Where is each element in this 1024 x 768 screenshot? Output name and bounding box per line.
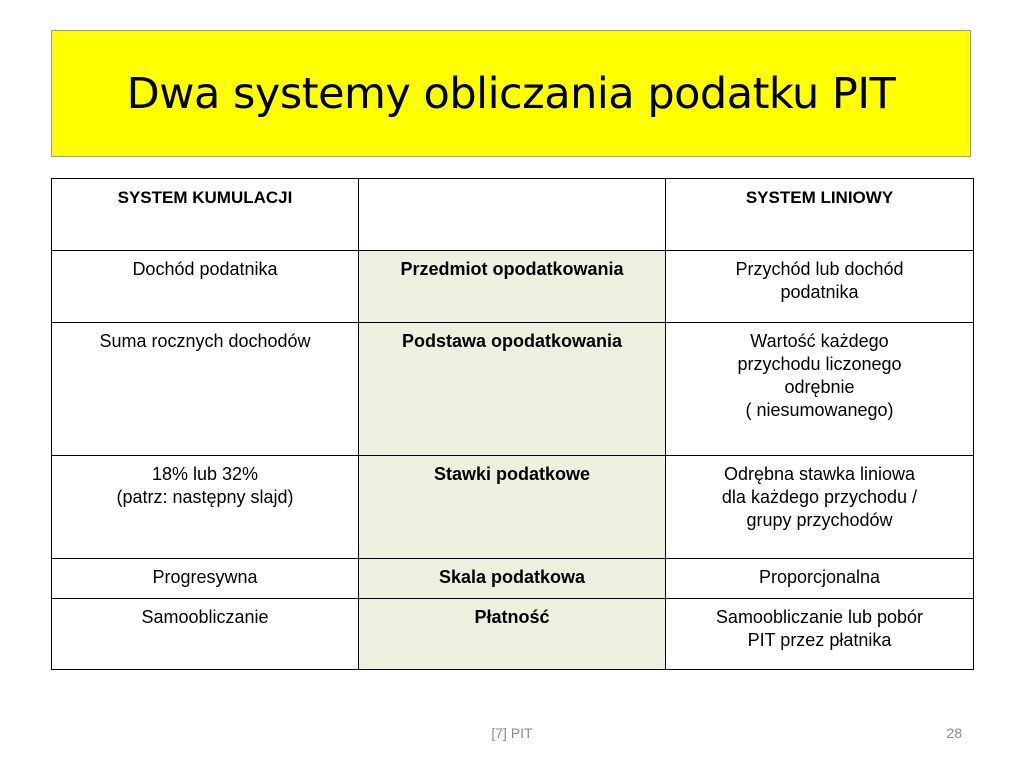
header-system-liniowy: SYSTEM LINIOWY bbox=[666, 179, 974, 251]
cell-right: Proporcjonalna bbox=[666, 559, 974, 599]
cell-left: Dochód podatnika bbox=[52, 251, 359, 323]
cell-right: Samoobliczanie lub pobór PIT przez płatnika bbox=[666, 599, 974, 670]
cell-left: Progresywna bbox=[52, 559, 359, 599]
cell-category: Skala podatkowa bbox=[359, 559, 666, 599]
cell-left: Samoobliczanie bbox=[52, 599, 359, 670]
title-box bbox=[51, 30, 971, 157]
table-row bbox=[52, 599, 974, 670]
cell-category: Płatność bbox=[359, 599, 666, 670]
cell-right: Przychód lub dochód podatnika bbox=[666, 251, 974, 323]
table-row bbox=[52, 559, 974, 599]
header-middle-empty bbox=[359, 179, 666, 251]
cell-left: Suma rocznych dochodów bbox=[52, 323, 359, 456]
page-number: 28 bbox=[946, 725, 962, 741]
cell-category: Przedmiot opodatkowania bbox=[359, 251, 666, 323]
cell-right: Odrębna stawka liniowa dla każdego przychodu / grupy przychodów bbox=[666, 456, 974, 559]
table-row bbox=[52, 456, 974, 559]
cell-category: Podstawa opodatkowania bbox=[359, 323, 666, 456]
table-row bbox=[52, 323, 974, 456]
slide-title: Dwa systemy obliczania podatku PIT bbox=[126, 68, 896, 119]
footer-text: [7] PIT bbox=[491, 725, 533, 741]
table-header-row bbox=[52, 179, 974, 251]
header-system-kumulacji: SYSTEM KUMULACJI bbox=[52, 179, 359, 251]
cell-left: 18% lub 32% (patrz: następny slajd) bbox=[52, 456, 359, 559]
table-row bbox=[52, 251, 974, 323]
comparison-table bbox=[51, 178, 974, 670]
cell-category: Stawki podatkowe bbox=[359, 456, 666, 559]
cell-right: Wartość każdego przychodu liczonego odrębnie ( niesumowanego) bbox=[666, 323, 974, 456]
